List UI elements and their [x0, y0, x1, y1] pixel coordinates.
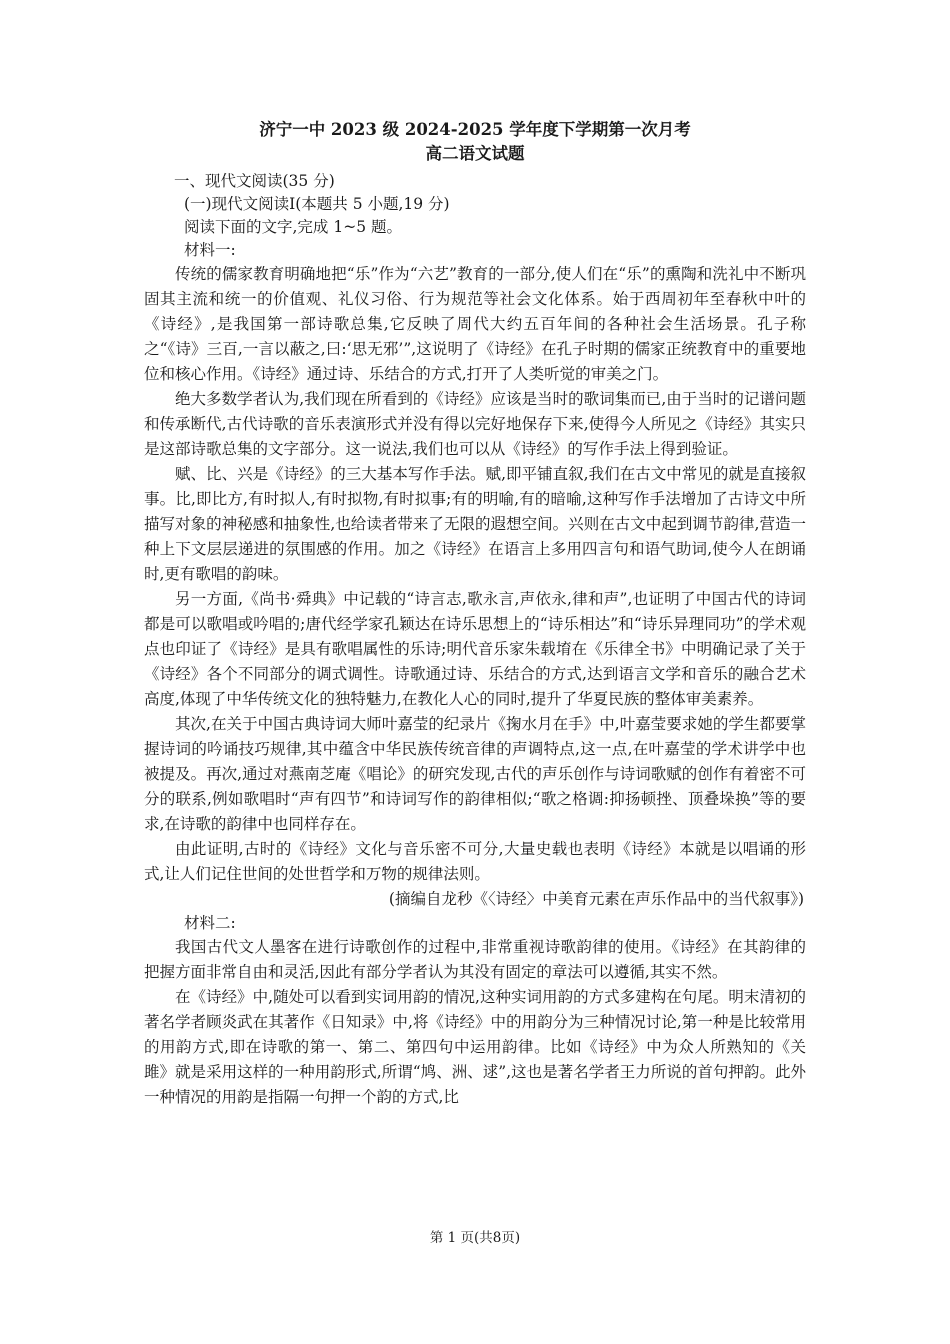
material-1-paragraph: 绝大多数学者认为,我们现在所看到的《诗经》应该是当时的歌词集而已,由于当时的记谱问题和传承断代,古代诗歌的音乐表演形式并没有得以完好地保存下来,使得今人所见之《诗经》其实只是这部诗歌总集的文字部分。这一说法,我们也可以从《诗经》的写作手法上得到验证。	[144, 390, 806, 458]
material-1-paragraph: 赋、比、兴是《诗经》的三大基本写作手法。赋,即平铺直叙,我们在古文中常见的就是直接叙事。比,即比方,有时拟人,有时拟物,有时拟事;有的明喻,有的暗喻,这种写作手法增加了古诗文中所描写对象的神秘感和抽象性,也给读者带来了无限的遐想空间。兴则在古文中起到调节韵律,营造一种上下文层层递进的氛围感的作用。加之《诗经》在语言上多用四言句和语气助词,使今人在朗诵时,更有歌唱的韵味。	[144, 465, 806, 583]
material-1-label: 材料一:	[184, 241, 236, 259]
material-2-paragraph: 在《诗经》中,随处可以看到实词用韵的情况,这种实词用韵的方式多建构在句尾。明末清初的著名学者顾炎武在其著作《日知录》中,将《诗经》中的用韵分为三种情况讨论,第一种是比较常用的用韵方式,即在诗歌的第一、第二、第四句中运用韵律。比如《诗经》中为众人所熟知的《关雎》就是采用这样的一种用韵形式,所谓“鸠、洲、逑”,这也是著名学者王力所说的首句押韵。此外一种情况的用韵是指隔一句押一个韵的方式,比	[144, 988, 806, 1106]
material-1-source: (摘编自龙秒《〈诗经〉中美育元素在声乐作品中的当代叙事》)	[388, 890, 804, 908]
material-1-paragraph: 由此证明,古时的《诗经》文化与音乐密不可分,大量史载也表明《诗经》本就是以唱诵的形式,让人们记住世间的处世哲学和万物的规律法则。	[144, 840, 806, 883]
reading-instruction: 阅读下面的文字,完成 1~5 题。	[184, 218, 402, 236]
section-heading: 一、现代文阅读(35 分)	[174, 172, 335, 190]
material-1-paragraph: 另一方面,《尚书·舜典》中记载的“诗言志,歌永言,声依永,律和声”,也证明了中国古代的诗词都是可以歌唱或吟唱的;唐代经学家孔颖达在诗乐思想上的“诗乐相达”和“诗乐异理同功”的学术观点也印证了《诗经》是具有歌唱属性的乐诗;明代音乐家朱载堉在《乐律全书》中明确记录了关于《诗经》各个不同部分的调式调性。诗歌通过诗、乐结合的方式,达到语言文学和音乐的融合艺术高度,体现了中华传统文化的独特魅力,在教化人心的同时,提升了华夏民族的整体审美素养。	[144, 590, 806, 708]
exam-subtitle: 高二语文试题	[425, 144, 525, 163]
material-2-paragraph: 我国古代文人墨客在进行诗歌创作的过程中,非常重视诗歌韵律的使用。《诗经》在其韵律的把握方面非常自由和灵活,因此有部分学者认为其没有固定的章法可以遵循,其实不然。	[144, 938, 806, 981]
material-1-paragraph: 传统的儒家教育明确地把“乐”作为“六艺”教育的一部分,使人们在“乐”的熏陶和洗礼中不断巩固其主流和统一的价值观、礼仪习俗、行为规范等社会文化体系。始于西周初年至春秋中叶的《诗经》,是我国第一部诗歌总集,它反映了周代大约五百年间的各种社会生活场景。孔子称之“《诗》三百,一言以蔽之,曰:‘思无邪’”,这说明了《诗经》在孔子时期的儒家正统教育中的重要地位和核心作用。《诗经》通过诗、乐结合的方式,打开了人类听觉的审美之门。	[144, 265, 806, 383]
subsection-heading: (一)现代文阅读Ⅰ(本题共 5 小题,19 分)	[184, 195, 450, 213]
material-1-paragraph: 其次,在关于中国古典诗词大师叶嘉莹的纪录片《掬水月在手》中,叶嘉莹要求她的学生都要掌握诗词的吟诵技巧规律,其中蕴含中华民族传统音律的声调特点,这一点,在叶嘉莹的学术讲学中也被提及。再次,通过对燕南芝庵《唱论》的研究发现,古代的声乐创作与诗词歌赋的创作有着密不可分的联系,例如歌唱时“声有四节”和诗词写作的韵律相似;“歌之格调:抑扬顿挫、顶叠垛换”等的要求,在诗歌的韵律中也同样存在。	[144, 715, 806, 833]
page-number: 第 1 页(共8页)	[429, 1230, 521, 1246]
material-2-label: 材料二:	[184, 914, 236, 932]
exam-title: 济宁一中 2023 级 2024-2025 学年度下学期第一次月考	[259, 120, 691, 139]
